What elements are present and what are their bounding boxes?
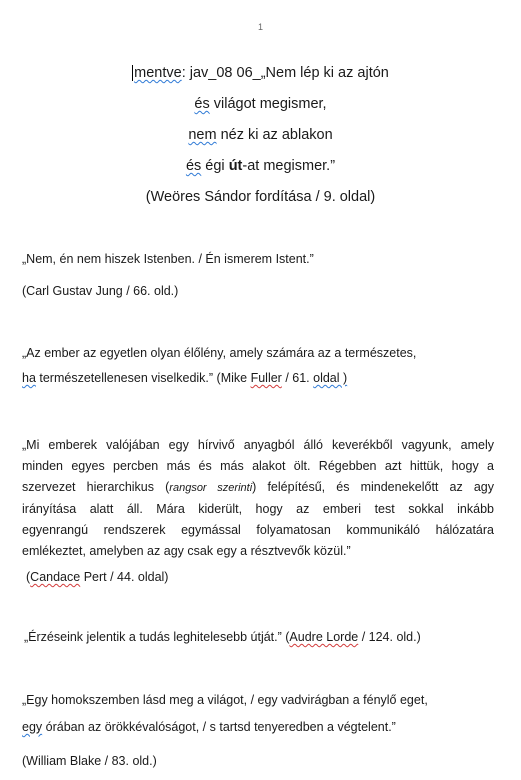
quote-text: Pert / 44. oldal) <box>80 570 169 584</box>
quote-text: irányítása alatt áll. Mára kiderült, hogy az emberi test sokkal inkább <box>22 502 494 516</box>
quote-text-line2 <box>22 371 494 385</box>
quote-text: / 124. old.) <box>358 630 421 644</box>
motto-word: és <box>194 96 210 112</box>
quote-text: órában az örökkévalóságot, / s tartsd tenyeredben a végtelent.” <box>42 720 396 734</box>
motto-bold-word: út <box>228 158 243 174</box>
quote-text: „Mi emberek valójában egy hírvivő anyagból álló keverékből vagyunk, amely <box>22 438 494 452</box>
quote-text: „Nem, én nem hiszek Istenben. / Én ismerem Istent.” <box>22 252 314 266</box>
motto-attribution: (Weöres Sándor fordítása / 9. oldal) <box>145 189 376 205</box>
page-number: 1 <box>257 22 263 32</box>
quote-italic: rangsor szerinti <box>169 482 253 494</box>
quote-word: Fuller <box>250 371 282 385</box>
quote-blake-source: (William Blake / 83. old.) <box>22 754 157 768</box>
quote-blake <box>22 693 494 734</box>
quote-word: oldal ) <box>313 371 348 385</box>
motto-line-1 <box>0 58 521 89</box>
quote-text: „Érzéseink jelentik a tudás leghitelesebb útját.” ( <box>24 630 290 644</box>
quote-lorde <box>24 630 496 644</box>
motto-text: : jav_08 06_„Nem lép ki az ajtón <box>181 65 389 81</box>
quote-word: Candace <box>30 570 81 584</box>
quote-text: / 61. <box>281 371 314 385</box>
quote-text <box>24 630 496 644</box>
quote-text: emlékeztet, amelyben az agy csak egy a résztvevők közül.” <box>22 544 351 558</box>
text-cursor <box>132 65 133 81</box>
quote-text: „Az ember az egyetlen olyan élőlény, amely számára az a természetes, <box>22 346 417 360</box>
motto-text: világot megismer, <box>209 96 327 112</box>
motto-line-2 <box>0 89 521 120</box>
motto-text: égi <box>201 158 229 174</box>
motto-line-4 <box>0 151 521 182</box>
quote-jung-source: (Carl Gustav Jung / 66. old.) <box>22 284 179 298</box>
motto-block <box>0 58 521 213</box>
motto-line-3 <box>0 120 521 151</box>
quote-text: ( <box>26 570 31 584</box>
quote-word: ha <box>22 371 36 385</box>
quote-pert <box>22 435 494 562</box>
quote-fuller <box>22 346 494 385</box>
quote-text: egyenrangú rendszerek egymással folyamatosan kommunikáló hálózatára <box>22 523 494 537</box>
motto-word: és <box>185 158 202 174</box>
quote-jung <box>22 252 494 266</box>
quote-word: egy <box>22 720 43 734</box>
quote-word: Audre Lorde <box>289 630 359 644</box>
motto-text: -at megismer.” <box>242 158 336 174</box>
motto-word: mentve <box>134 65 182 81</box>
motto-text: néz ki az ablakon <box>216 127 333 143</box>
motto-word: nem <box>188 127 217 143</box>
quote-text: ) felépítésű, és mindenekelőtt az agy <box>252 480 494 494</box>
quote-text: „Egy homokszemben lásd meg a világot, / egy vadvirágban a fénylő eget, <box>22 693 428 707</box>
quote-text: minden egyes percben más és más alakot ölt. Régebben azt hittük, hogy a <box>22 459 494 473</box>
quote-text-line2 <box>22 720 494 734</box>
quote-text: szervezet hierarchikus ( <box>22 480 170 494</box>
quote-text: természetellenesen viselkedik.” (Mike <box>35 371 251 385</box>
quote-text <box>22 477 494 499</box>
quote-pert-source <box>26 570 168 584</box>
